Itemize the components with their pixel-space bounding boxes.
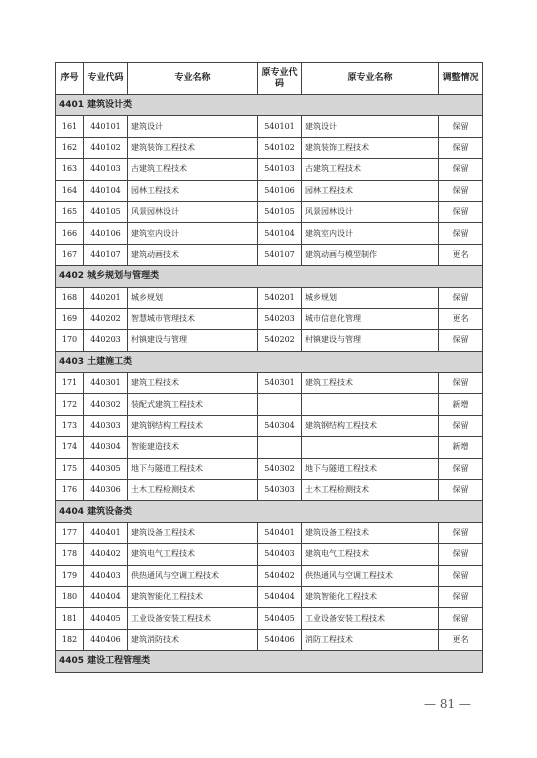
cell-code: 440202	[84, 308, 128, 329]
cell-orig-code: 540401	[258, 522, 302, 543]
cell-seq: 170	[56, 330, 84, 351]
cell-orig-code: 540103	[258, 159, 302, 180]
table-row	[56, 608, 483, 629]
cell-name: 城乡规划	[128, 287, 258, 308]
cell-name: 园林工程技术	[128, 180, 258, 201]
cell-orig-code: 540203	[258, 308, 302, 329]
cell-code: 440303	[84, 415, 128, 436]
table-row	[56, 223, 483, 244]
cell-seq: 179	[56, 565, 84, 586]
cell-orig-name: 建筑室内设计	[302, 223, 439, 244]
cell-code: 440104	[84, 180, 128, 201]
header-name: 专业名称	[128, 63, 258, 95]
header-orig-name: 原专业名称	[302, 63, 439, 95]
cell-orig-code: 540104	[258, 223, 302, 244]
cell-name: 建筑装饰工程技术	[128, 137, 258, 158]
cell-seq: 181	[56, 608, 84, 629]
table-row	[56, 287, 483, 308]
cell-orig-name: 建筑电气工程技术	[302, 544, 439, 565]
cell-code: 440404	[84, 586, 128, 607]
cell-name: 古建筑工程技术	[128, 159, 258, 180]
cell-orig-code: 540201	[258, 287, 302, 308]
cell-adjust: 新增	[439, 394, 483, 415]
table-row	[56, 586, 483, 607]
table-header-row	[56, 63, 483, 95]
table-row	[56, 565, 483, 586]
cell-orig-name: 建筑动画与模型制作	[302, 244, 439, 265]
cell-code: 440306	[84, 480, 128, 501]
cell-name: 村镇建设与管理	[128, 330, 258, 351]
category-row	[56, 651, 483, 672]
header-code: 专业代码	[84, 63, 128, 95]
cell-orig-name: 园林工程技术	[302, 180, 439, 201]
cell-seq: 163	[56, 159, 84, 180]
cell-code: 440102	[84, 137, 128, 158]
category-row	[56, 266, 483, 287]
cell-seq: 178	[56, 544, 84, 565]
cell-adjust: 保留	[439, 608, 483, 629]
cell-name: 供热通风与空调工程技术	[128, 565, 258, 586]
cell-adjust: 保留	[439, 287, 483, 308]
cell-seq: 162	[56, 137, 84, 158]
cell-adjust: 保留	[439, 586, 483, 607]
cell-orig-code: 540406	[258, 629, 302, 650]
cell-orig-name: 建筑钢结构工程技术	[302, 415, 439, 436]
cell-adjust: 保留	[439, 415, 483, 436]
table-row	[56, 544, 483, 565]
cell-orig-code: 540106	[258, 180, 302, 201]
cell-seq: 176	[56, 480, 84, 501]
cell-orig-code: 540102	[258, 137, 302, 158]
table-row	[56, 137, 483, 158]
table-row	[56, 394, 483, 415]
cell-orig-code: 540302	[258, 458, 302, 479]
cell-seq: 180	[56, 586, 84, 607]
cell-adjust: 更名	[439, 244, 483, 265]
cell-seq: 167	[56, 244, 84, 265]
category-row	[56, 95, 483, 116]
cell-adjust: 保留	[439, 330, 483, 351]
category-title: 4403 土建施工类	[56, 351, 483, 372]
cell-code: 440101	[84, 116, 128, 137]
table-row	[56, 201, 483, 222]
cell-name: 土木工程检测技术	[128, 480, 258, 501]
cell-orig-code: 540105	[258, 201, 302, 222]
cell-code: 440402	[84, 544, 128, 565]
category-row	[56, 351, 483, 372]
category-title: 4401 建筑设计类	[56, 95, 483, 116]
cell-code: 440103	[84, 159, 128, 180]
cell-adjust: 保留	[439, 180, 483, 201]
cell-orig-code: 540403	[258, 544, 302, 565]
cell-code: 440405	[84, 608, 128, 629]
cell-orig-name: 建筑智能化工程技术	[302, 586, 439, 607]
cell-adjust: 保留	[439, 159, 483, 180]
cell-code: 440305	[84, 458, 128, 479]
table-row	[56, 330, 483, 351]
table-row	[56, 373, 483, 394]
table-row	[56, 308, 483, 329]
table-row	[56, 116, 483, 137]
header-seq: 序号	[56, 63, 84, 95]
cell-orig-name: 建筑装饰工程技术	[302, 137, 439, 158]
cell-orig-name: 供热通风与空调工程技术	[302, 565, 439, 586]
cell-name: 建筑工程技术	[128, 373, 258, 394]
cell-name: 建筑设备工程技术	[128, 522, 258, 543]
cell-name: 建筑动画技术	[128, 244, 258, 265]
cell-seq: 164	[56, 180, 84, 201]
cell-seq: 182	[56, 629, 84, 650]
cell-name: 智慧城市管理技术	[128, 308, 258, 329]
cell-name: 工业设备安装工程技术	[128, 608, 258, 629]
cell-name: 建筑电气工程技术	[128, 544, 258, 565]
table-row	[56, 415, 483, 436]
cell-adjust: 保留	[439, 137, 483, 158]
table-row	[56, 244, 483, 265]
cell-seq: 171	[56, 373, 84, 394]
cell-code: 440403	[84, 565, 128, 586]
cell-code: 440203	[84, 330, 128, 351]
cell-adjust: 保留	[439, 116, 483, 137]
cell-orig-name: 风景园林设计	[302, 201, 439, 222]
category-title: 4402 城乡规划与管理类	[56, 266, 483, 287]
cell-seq: 168	[56, 287, 84, 308]
table-row	[56, 522, 483, 543]
category-row	[56, 501, 483, 522]
cell-adjust: 新增	[439, 437, 483, 458]
cell-adjust: 保留	[439, 223, 483, 244]
cell-name: 建筑室内设计	[128, 223, 258, 244]
cell-code: 440401	[84, 522, 128, 543]
table-row	[56, 458, 483, 479]
cell-orig-name: 城乡规划	[302, 287, 439, 308]
cell-orig-code: 540404	[258, 586, 302, 607]
cell-orig-code: 540107	[258, 244, 302, 265]
cell-adjust: 保留	[439, 201, 483, 222]
cell-seq: 166	[56, 223, 84, 244]
cell-seq: 174	[56, 437, 84, 458]
cell-orig-code: 540303	[258, 480, 302, 501]
table-body	[56, 95, 483, 673]
header-orig-code: 原专业代码	[258, 63, 302, 95]
cell-code: 440302	[84, 394, 128, 415]
cell-code: 440304	[84, 437, 128, 458]
table-row	[56, 180, 483, 201]
cell-adjust: 保留	[439, 544, 483, 565]
cell-orig-name: 城市信息化管理	[302, 308, 439, 329]
cell-seq: 173	[56, 415, 84, 436]
table-row	[56, 629, 483, 650]
cell-name: 建筑钢结构工程技术	[128, 415, 258, 436]
cell-orig-name	[302, 437, 439, 458]
cell-adjust: 保留	[439, 373, 483, 394]
cell-orig-name: 建筑设计	[302, 116, 439, 137]
table-row	[56, 159, 483, 180]
cell-adjust: 更名	[439, 308, 483, 329]
cell-orig-name: 建筑设备工程技术	[302, 522, 439, 543]
cell-orig-name: 土木工程检测技术	[302, 480, 439, 501]
cell-code: 440105	[84, 201, 128, 222]
cell-orig-code: 540301	[258, 373, 302, 394]
cell-name: 建筑消防技术	[128, 629, 258, 650]
cell-orig-code: 540101	[258, 116, 302, 137]
page-number: — 81 —	[424, 697, 471, 711]
program-table-container	[55, 62, 482, 673]
cell-orig-name: 村镇建设与管理	[302, 330, 439, 351]
cell-name: 智能建造技术	[128, 437, 258, 458]
cell-code: 440106	[84, 223, 128, 244]
cell-adjust: 保留	[439, 522, 483, 543]
cell-orig-code	[258, 437, 302, 458]
table-row	[56, 437, 483, 458]
cell-orig-code: 540402	[258, 565, 302, 586]
cell-name: 地下与隧道工程技术	[128, 458, 258, 479]
cell-orig-code	[258, 394, 302, 415]
cell-name: 风景园林设计	[128, 201, 258, 222]
cell-seq: 175	[56, 458, 84, 479]
category-title: 4405 建设工程管理类	[56, 651, 483, 672]
cell-adjust: 保留	[439, 480, 483, 501]
program-table	[55, 62, 483, 673]
category-title: 4404 建筑设备类	[56, 501, 483, 522]
table-row	[56, 480, 483, 501]
cell-name: 装配式建筑工程技术	[128, 394, 258, 415]
cell-orig-name: 古建筑工程技术	[302, 159, 439, 180]
cell-name: 建筑智能化工程技术	[128, 586, 258, 607]
cell-seq: 165	[56, 201, 84, 222]
cell-seq: 177	[56, 522, 84, 543]
cell-code: 440201	[84, 287, 128, 308]
cell-orig-name	[302, 394, 439, 415]
cell-orig-name: 工业设备安装工程技术	[302, 608, 439, 629]
cell-orig-code: 540304	[258, 415, 302, 436]
cell-code: 440301	[84, 373, 128, 394]
cell-adjust: 更名	[439, 629, 483, 650]
cell-orig-name: 消防工程技术	[302, 629, 439, 650]
cell-seq: 161	[56, 116, 84, 137]
cell-orig-name: 建筑工程技术	[302, 373, 439, 394]
header-adjust: 调整情况	[439, 63, 483, 95]
cell-seq: 172	[56, 394, 84, 415]
cell-orig-name: 地下与隧道工程技术	[302, 458, 439, 479]
cell-adjust: 保留	[439, 565, 483, 586]
cell-adjust: 保留	[439, 458, 483, 479]
cell-name: 建筑设计	[128, 116, 258, 137]
cell-code: 440406	[84, 629, 128, 650]
cell-seq: 169	[56, 308, 84, 329]
cell-orig-code: 540405	[258, 608, 302, 629]
cell-orig-code: 540202	[258, 330, 302, 351]
cell-code: 440107	[84, 244, 128, 265]
